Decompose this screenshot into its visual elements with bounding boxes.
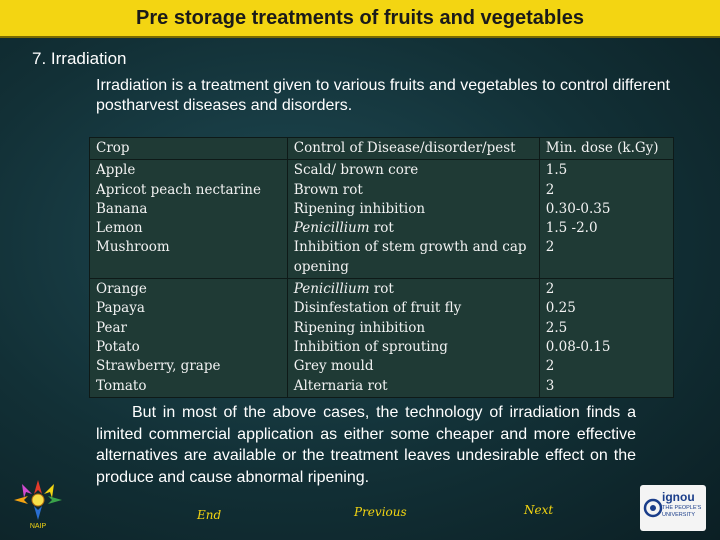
dose-value: 3 <box>545 377 555 394</box>
table-row <box>90 279 674 398</box>
control-cell <box>287 160 539 279</box>
control-suffix: rot <box>369 281 394 298</box>
crop-name: Tomato <box>96 377 147 394</box>
ignou-wordmark: ignou <box>662 490 695 504</box>
ignou-tagline-line1: THE PEOPLE'S <box>662 505 702 511</box>
dose-cell <box>539 160 673 279</box>
ignou-tagline <box>662 505 701 519</box>
control-text: Ripening inhibition <box>293 319 426 336</box>
crop-name: Papaya <box>96 300 145 317</box>
crop-name: Mushroom <box>96 239 170 256</box>
dose-value: 2 <box>545 358 555 375</box>
control-text: Brown rot <box>293 181 363 198</box>
pathogen-name: Penicillium <box>293 220 370 237</box>
control-text: Inhibition of stem growth and cap <box>293 239 527 256</box>
next-link[interactable]: Next <box>524 503 554 517</box>
slide-title: Pre storage treatments of fruits and vegetables <box>0 0 720 38</box>
irradiation-table <box>89 137 674 398</box>
crop-name: Apple <box>96 162 136 179</box>
closing-paragraph: But in most of the above cases, the technology of irradiation finds a limited commercial application as either some cheaper and more effective alternatives are available or the treatment leaves undesirable effect on the produce and cause abnormal ripening. <box>96 404 636 486</box>
header-control: Control of Disease/disorder/pest <box>287 138 539 160</box>
crop-cell <box>90 279 288 398</box>
control-text: Grey mould <box>293 358 374 375</box>
dose-value: 2 <box>545 281 555 298</box>
crop-name: Pear <box>96 319 127 336</box>
table-header-row <box>90 138 674 160</box>
ignou-emblem-icon <box>643 493 663 523</box>
control-text-line <box>294 219 533 238</box>
control-text: Ripening inhibition <box>293 200 426 217</box>
crop-name: Banana <box>96 200 148 217</box>
naip-logo <box>12 478 64 530</box>
naip-label: NAIP <box>29 523 47 530</box>
dose-value: 0.08-0.15 <box>545 338 611 355</box>
header-dose: Min. dose (k.Gy) <box>539 138 673 160</box>
control-text: Inhibition of sprouting <box>293 338 448 355</box>
crop-name: Potato <box>96 338 140 355</box>
dose-cell <box>539 279 673 398</box>
control-text: opening <box>293 258 349 275</box>
dose-value: 1.5 -2.0 <box>545 220 598 237</box>
empty-line <box>96 258 281 277</box>
dose-value: 2.5 <box>545 319 568 336</box>
crop-name: Orange <box>96 281 147 298</box>
crop-name: Lemon <box>96 220 143 237</box>
control-text: Disinfestation of fruit fly <box>293 300 462 317</box>
crop-name: Strawberry, grape <box>96 358 221 375</box>
naip-emblem-icon <box>14 480 62 520</box>
dose-value: 2 <box>545 239 555 256</box>
section-heading: 7. Irradiation <box>32 49 127 68</box>
control-cell <box>287 279 539 398</box>
control-text: Alternaria rot <box>293 377 388 394</box>
dose-value: 1.5 <box>545 162 568 179</box>
dose-value: 2 <box>545 181 555 198</box>
intro-paragraph: Irradiation is a treatment given to various fruits and vegetables to control different postharvest diseases and disorders. <box>96 77 670 114</box>
previous-link[interactable]: Previous <box>354 505 407 519</box>
control-text-line <box>294 280 533 299</box>
dose-value: 0.30-0.35 <box>545 200 611 217</box>
crop-cell <box>90 160 288 279</box>
table-row <box>90 160 674 279</box>
empty-line <box>546 258 667 277</box>
dose-value: 0.25 <box>545 300 576 317</box>
header-crop: Crop <box>90 138 288 160</box>
control-text: Scald/ brown core <box>293 162 419 179</box>
pathogen-name: Penicillium <box>293 281 370 298</box>
control-suffix: rot <box>369 220 394 237</box>
crop-name: Apricot peach nectarine <box>96 181 261 198</box>
end-link[interactable]: End <box>197 508 222 522</box>
ignou-tagline-line2: UNIVERSITY <box>662 512 696 518</box>
